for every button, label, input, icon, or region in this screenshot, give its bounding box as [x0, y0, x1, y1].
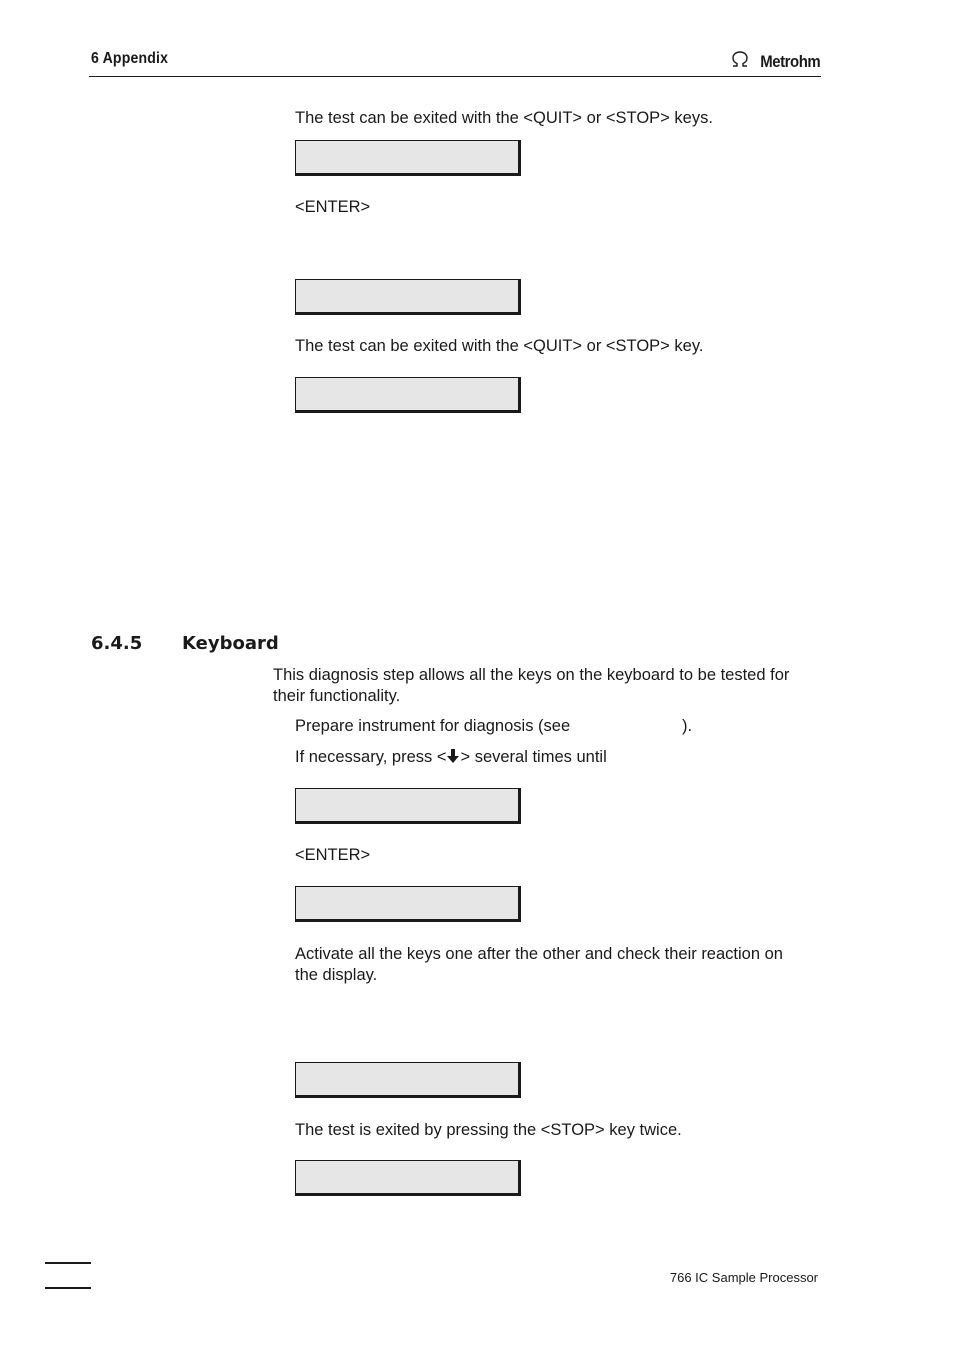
display-box-6: [295, 1062, 521, 1098]
press-suffix: > several times until: [460, 748, 607, 766]
arrow-down-icon: [446, 748, 460, 770]
exit-instruction-keys: The test can be exited with the <QUIT> or <STOP> keys.: [295, 109, 713, 127]
section-intro-line-1: This diagnosis step allows all the keys on the keyboard to be tested for: [273, 666, 790, 684]
display-box-3: [295, 377, 521, 413]
display-box-1: [295, 140, 521, 176]
exit-instruction-key: The test can be exited with the <QUIT> or <STOP> key.: [295, 337, 704, 355]
activate-keys-line-1: Activate all the keys one after the other and check their reaction on: [295, 945, 783, 963]
logo-text: Metrohm: [759, 51, 820, 71]
prepare-suffix: ).: [682, 717, 693, 735]
prepare-prefix: Prepare instrument for diagnosis (see: [295, 717, 571, 735]
footer-rule-top: [45, 1262, 91, 1264]
exit-stop-twice: The test is exited by pressing the <STOP> key twice.: [295, 1121, 682, 1139]
display-box-2: [295, 279, 521, 315]
press-instruction: [295, 747, 607, 770]
enter-key-label-1: <ENTER>: [295, 198, 371, 216]
press-prefix: If necessary, press <: [295, 748, 447, 766]
footer-product: 766 IC Sample Processor: [669, 1270, 818, 1285]
footer-rule-bottom: [45, 1287, 91, 1289]
metrohm-logo: [730, 50, 820, 73]
running-header-chapter: 6 Appendix: [91, 50, 169, 67]
enter-key-label-2: <ENTER>: [295, 846, 371, 864]
prepare-instruction: [295, 716, 570, 737]
section-intro-line-2: their functionality.: [273, 687, 401, 705]
display-box-4: [295, 788, 521, 824]
display-box-5: [295, 886, 521, 922]
section-title: Keyboard: [182, 633, 279, 654]
activate-keys-line-2: the display.: [295, 966, 378, 984]
omega-icon: [730, 50, 750, 73]
header-rule: [89, 76, 821, 77]
display-box-7: [295, 1160, 521, 1196]
section-number: 6.4.5: [91, 633, 143, 654]
